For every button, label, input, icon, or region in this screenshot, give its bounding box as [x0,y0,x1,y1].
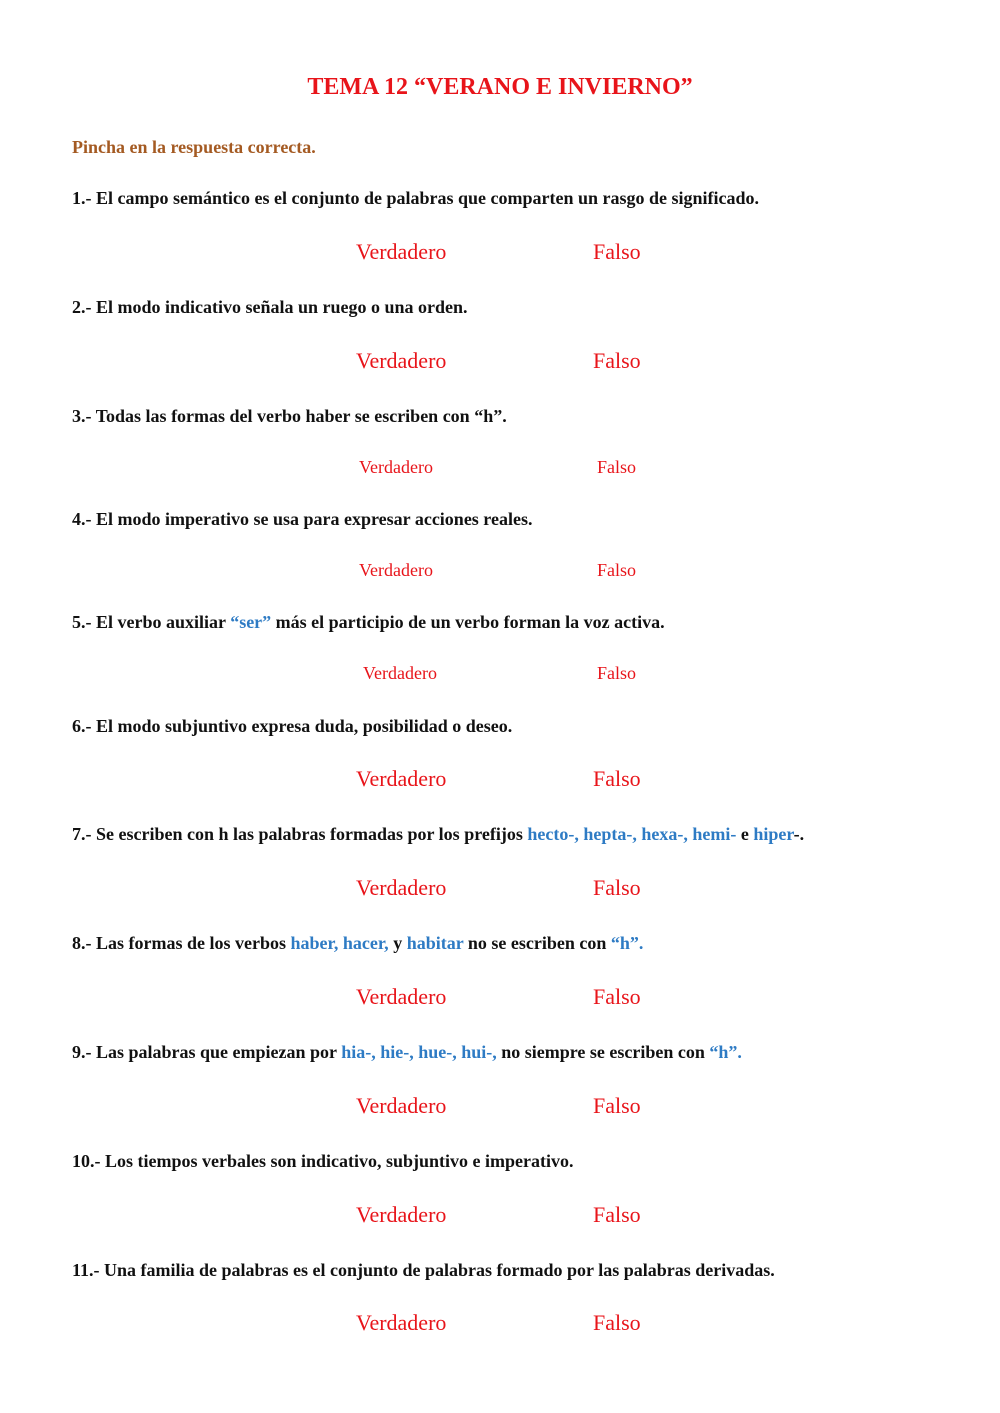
question-3 [72,403,507,429]
question-text: -. [793,824,805,844]
question-4 [72,506,532,532]
question-text: Las palabras que empiezan por [96,1042,342,1062]
question-number: 4.- [72,509,92,529]
question-7 [72,821,804,847]
question-text: El verbo auxiliar [96,612,231,632]
highlighted-term: habitar [406,933,464,953]
q9-false-option[interactable]: Falso [593,1093,641,1118]
highlighted-term: hecto-, hepta-, hexa-, hemi- [527,824,737,844]
q10-true-option[interactable]: Verdadero [356,1202,447,1227]
question-text: El campo semántico es el conjunto de palabras que comparten un rasgo de significado. [96,188,760,208]
q6-false-option[interactable]: Falso [593,766,641,791]
q1-true-option[interactable]: Verdadero [356,239,447,264]
question-number: 7.- [72,824,92,844]
q6-true-option[interactable]: Verdadero [356,766,447,791]
q11-true-option[interactable]: Verdadero [356,1310,447,1335]
q4-false-option[interactable]: Falso [597,560,637,580]
question-9 [72,1039,742,1065]
question-number: 9.- [72,1042,92,1062]
question-8 [72,930,643,956]
question-2 [72,294,468,320]
q10-false-option[interactable]: Falso [593,1202,641,1227]
q5-false-option[interactable]: Falso [597,663,637,683]
question-number: 3.- [72,406,92,426]
q7-true-option[interactable]: Verdadero [356,875,447,900]
q1-false-option[interactable]: Falso [593,239,641,264]
question-number: 1.- [72,188,92,208]
highlighted-term: hiper [753,824,794,844]
question-text: no se escriben con [463,933,611,953]
question-text: no siempre se escriben con [496,1042,710,1062]
q5-true-option[interactable]: Verdadero [363,663,437,683]
q3-false-option[interactable]: Falso [597,457,637,477]
q2-false-option[interactable]: Falso [593,348,641,373]
question-1 [72,185,759,211]
q7-false-option[interactable]: Falso [593,875,641,900]
q9-true-option[interactable]: Verdadero [356,1093,447,1118]
q4-true-option[interactable]: Verdadero [359,560,433,580]
question-text: más el participio de un verbo forman la voz activa. [271,612,665,632]
highlighted-term: “ser” [230,612,272,632]
highlighted-term: “h”. [709,1042,742,1062]
question-number: 10.- [72,1151,101,1171]
question-number: 2.- [72,297,92,317]
question-number: 5.- [72,612,92,632]
question-6 [72,713,512,739]
question-text: e [736,824,754,844]
question-text: Las formas de los verbos [96,933,291,953]
question-text: Una familia de palabras es el conjunto de palabras formado por las palabras derivadas. [104,1260,775,1280]
question-number: 8.- [72,933,92,953]
question-text: Los tiempos verbales son indicativo, subjuntivo e imperativo. [105,1151,574,1171]
question-text: Todas las formas del verbo haber se escriben con “h”. [95,406,507,426]
page-title: TEMA 12 “VERANO E INVIERNO” [307,74,693,100]
highlighted-term: “h”. [610,933,644,953]
instruction-text: Pincha en la respuesta correcta. [72,137,316,157]
question-11 [72,1257,775,1283]
question-text: y [388,933,407,953]
question-text: El modo indicativo señala un ruego o una orden. [96,297,468,317]
q11-false-option[interactable]: Falso [593,1310,641,1335]
question-5 [72,609,665,635]
q8-true-option[interactable]: Verdadero [356,984,447,1009]
question-text: Se escriben con h las palabras formadas por los prefijos [96,824,528,844]
q8-false-option[interactable]: Falso [593,984,641,1009]
question-number: 11.- [72,1260,100,1280]
question-10 [72,1148,574,1174]
question-text: El modo subjuntivo expresa duda, posibilidad o deseo. [96,716,513,736]
question-text: El modo imperativo se usa para expresar acciones reales. [96,509,533,529]
q2-true-option[interactable]: Verdadero [356,348,447,373]
question-number: 6.- [72,716,92,736]
highlighted-term: hia-, hie-, hue-, hui-, [341,1042,497,1062]
q3-true-option[interactable]: Verdadero [359,457,433,477]
highlighted-term: haber, hacer, [290,933,389,953]
